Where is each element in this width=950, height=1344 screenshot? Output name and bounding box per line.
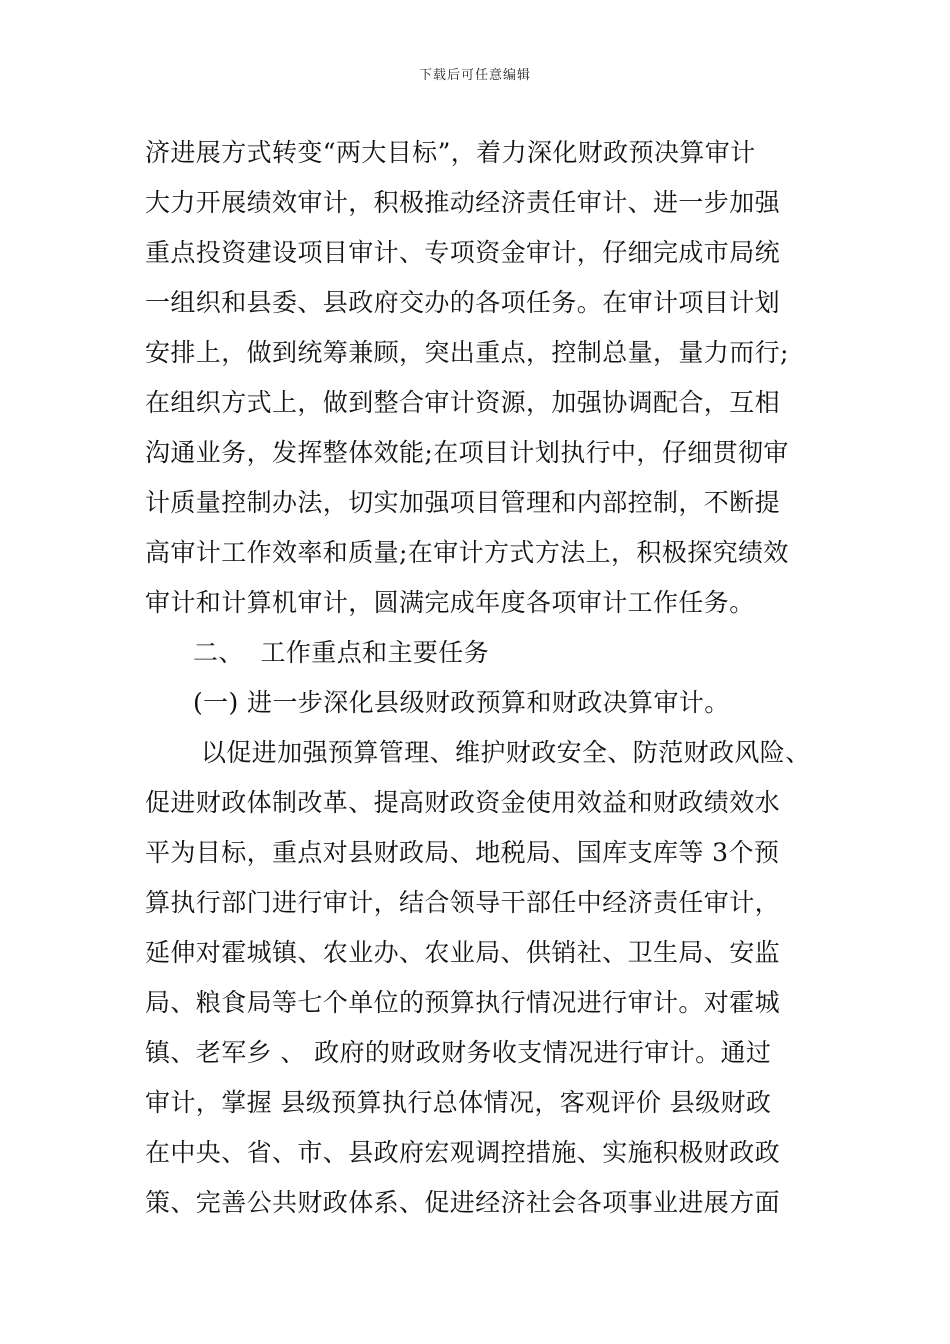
paragraph-line: 镇、老军乡 、 政府的财政财务收支情况进行审计。通过 xyxy=(145,1038,772,1067)
paragraph-line: 算执行部门进行审计，结合领导干部任中经济责任审计， xyxy=(145,888,781,917)
paragraph-line: 延伸对霍城镇、农业办、农业局、供销社、卫生局、安监 xyxy=(145,938,781,967)
paragraph-line: 审计和计算机审计，圆满完成年度各项审计工作任务。 xyxy=(145,588,755,617)
paragraph-line: 高审计工作效率和质量;在审计方式方法上，积极探究绩效 xyxy=(145,538,789,567)
section-heading: 二、 工作重点和主要任务 xyxy=(193,638,490,667)
paragraph-line: 审计，掌握 县级预算执行总体情况，客观评价 县级财政 xyxy=(145,1088,772,1117)
paragraph-line: 以促进加强预算管理、维护财政安全、防范财政风险、 xyxy=(201,738,811,767)
paragraph-line: 沟通业务，发挥整体效能;在项目计划执行中，仔细贯彻审 xyxy=(145,438,789,467)
paragraph-line: 重点投资建设项目审计、专项资金审计，仔细完成市局统 xyxy=(145,238,781,267)
paragraph-line: 计质量控制办法，切实加强项目管理和内部控制，不断提 xyxy=(145,488,781,517)
paragraph-line: 一组织和县委、县政府交办的各项任务。在审计项目计划 xyxy=(145,288,781,317)
paragraph-line: 大力开展绩效审计，积极推动经济责任审计、进一步加强 xyxy=(145,188,781,217)
paragraph-line: 平为目标，重点对县财政局、地税局、国库支库等 3个预 xyxy=(145,838,780,867)
document-body xyxy=(145,128,825,1228)
header-note: 下载后可任意编辑 xyxy=(418,68,531,83)
paragraph-line: 在中央、省、市、县政府宏观调控措施、实施积极财政政 xyxy=(145,1138,781,1167)
subsection-heading: (一) 进一步深化县级财政预算和财政决算审计。 xyxy=(193,688,730,717)
paragraph-line: 安排上，做到统筹兼顾，突出重点，控制总量，量力而行; xyxy=(145,338,789,367)
paragraph-line: 局、粮食局等七个单位的预算执行情况进行审计。对霍城 xyxy=(145,988,781,1017)
paragraph-line: 济进展方式转变“两大目标”，着力深化财政预决算审计 xyxy=(145,138,756,167)
paragraph-line: 促进财政体制改革、提高财政资金使用效益和财政绩效水 xyxy=(145,788,781,817)
paragraph-line: 在组织方式上，做到整合审计资源，加强协调配合，互相 xyxy=(145,388,781,417)
paragraph-line: 策、完善公共财政体系、促进经济社会各项事业进展方面 xyxy=(145,1188,781,1217)
